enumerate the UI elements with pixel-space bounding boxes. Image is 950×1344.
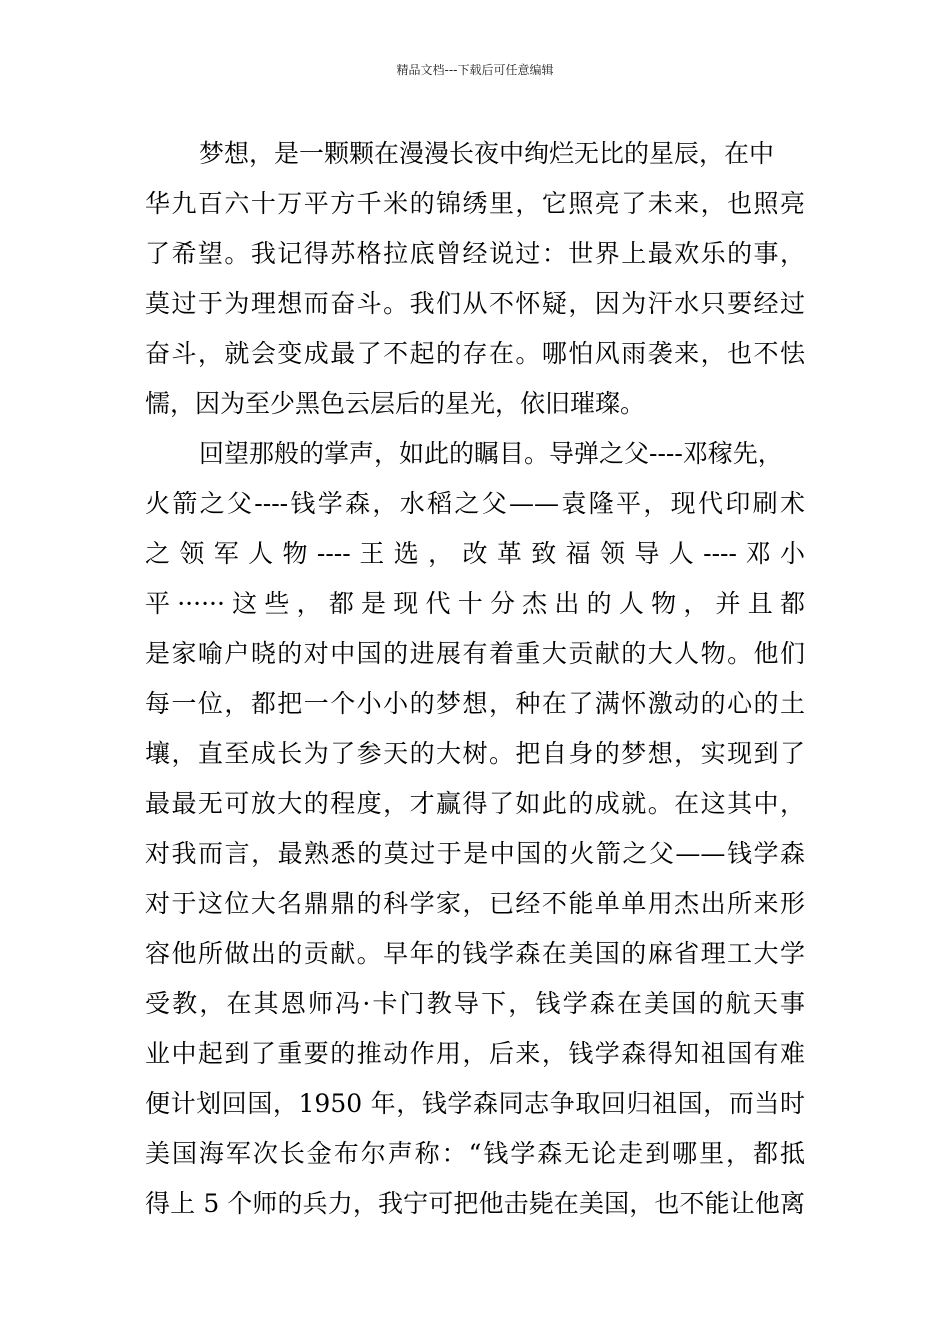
- paragraph-line: 回望那般的掌声，如此的瞩目。导弹之父----邓稼先，: [199, 439, 783, 468]
- paragraph-line: 容他所做出的贡献。早年的钱学森在美国的麻省理工大学: [145, 939, 805, 968]
- paragraph-line: 是家喻户晓的对中国的进展有着重大贡献的大人物。他们: [145, 639, 805, 668]
- paragraph-line: 业中起到了重要的推动作用，后来，钱学森得知祖国有难: [145, 1039, 805, 1068]
- paragraph-line: 梦想，是一颗颗在漫漫长夜中绚烂无比的星辰，在中: [199, 139, 775, 168]
- paragraph-line: 最最无可放大的程度，才赢得了如此的成就。在这其中，: [145, 789, 805, 818]
- paragraph-line: 得上 5 个师的兵力，我宁可把他击毙在美国，也不能让他离: [145, 1189, 805, 1218]
- paragraph-line: 莫过于为理想而奋斗。我们从不怀疑，因为汗水只要经过: [145, 289, 805, 318]
- body-text: [145, 129, 805, 1229]
- paragraph-line: 平······这些，都是现代十分杰出的人物，并且都: [145, 589, 805, 618]
- paragraph-line: 懦，因为至少黑色云层后的星光，依旧璀璨。: [145, 389, 646, 418]
- paragraph-line: 对于这位大名鼎鼎的科学家，已经不能单单用杰出所来形: [145, 889, 805, 918]
- paragraph-line: 便计划回国，1950 年，钱学森同志争取回归祖国，而当时: [145, 1089, 805, 1118]
- paragraph-line: 之 领 军 人 物 ---- 王 选 ， 改 革 致 福 领 导 人 ---- 邓 小: [145, 539, 805, 568]
- paragraph-line: 火箭之父----钱学森，水稻之父——袁隆平，现代印刷术: [145, 489, 805, 518]
- paragraph-line: 华九百六十万平方千米的锦绣里，它照亮了未来，也照亮: [145, 189, 805, 218]
- paragraph-line: 对我而言，最熟悉的莫过于是中国的火箭之父——钱学森: [145, 839, 805, 868]
- paragraph-line: 每一位，都把一个小小的梦想，种在了满怀激动的心的土: [145, 689, 805, 718]
- paragraph-line: 美国海军次长金布尔声称：“钱学森无论走到哪里，都抵: [145, 1139, 805, 1168]
- paragraph-line: 奋斗，就会变成最了不起的存在。哪怕风雨袭来，也不怯: [145, 339, 805, 368]
- page-header: 精品文档---下载后可任意编辑: [396, 63, 554, 77]
- paragraph-line: 了希望。我记得苏格拉底曾经说过：世界上最欢乐的事，: [145, 239, 805, 268]
- paragraph-line: 受教，在其恩师冯·卡门教导下，钱学森在美国的航天事: [145, 989, 805, 1018]
- paragraph-line: 壤，直至成长为了参天的大树。把自身的梦想，实现到了: [145, 739, 805, 768]
